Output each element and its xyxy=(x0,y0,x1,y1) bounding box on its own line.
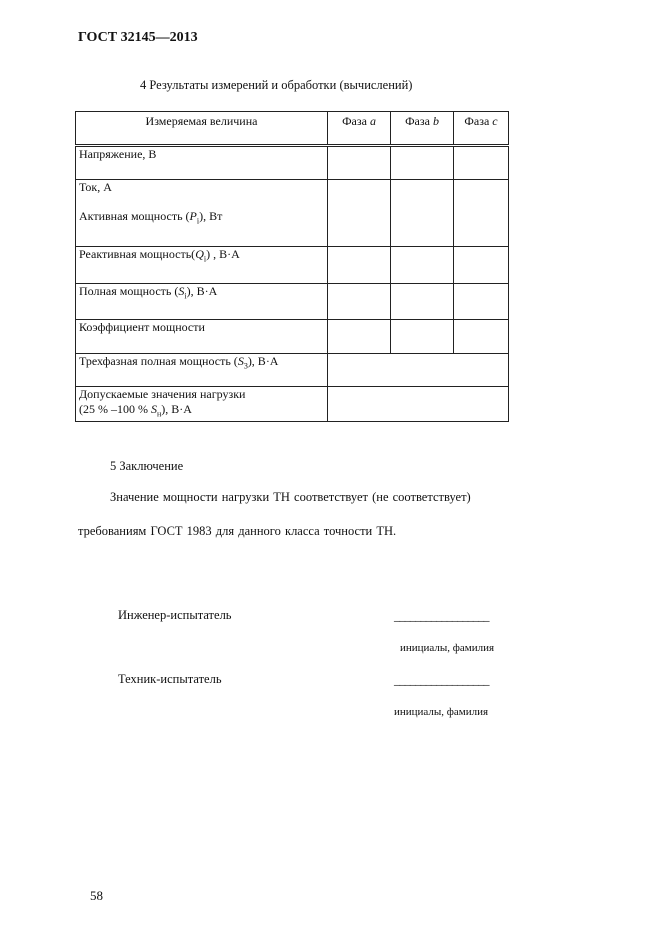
row-voltage-label: Напряжение, В xyxy=(76,146,328,180)
table-row xyxy=(76,320,509,354)
row-current-power-label xyxy=(76,180,328,247)
results-table xyxy=(75,111,509,422)
engineer-caption: инициалы, фамилия xyxy=(400,642,495,654)
row-load-range-line2: (25 % –100 % $S_н$), В·А xyxy=(79,402,192,419)
conclusion-line-2: требованиям ГОСТ 1983 для данного класса точности ТН. xyxy=(78,524,397,538)
row-current-label: Ток, А xyxy=(79,180,112,194)
cell-three-phase-value xyxy=(328,354,509,387)
cell-voltage-a xyxy=(328,146,391,180)
cell-pf-b xyxy=(391,320,454,354)
cell-reactive-a xyxy=(328,247,391,284)
technician-caption: инициалы, фамилия xyxy=(394,706,489,718)
row-reactive-label: Реактивная $мощность(Q_i)$ , В·А xyxy=(76,247,328,284)
standard-number: ГОСТ 32145—2013 xyxy=(78,30,198,45)
cell-reactive-b xyxy=(391,247,454,284)
row-active-power-label: Активная мощность $(P_i)$, Вт xyxy=(79,209,223,226)
header-phase-a: Фаза a xyxy=(328,112,391,146)
row-three-phase-label: Трехфазная полная мощность $(S_3)$, В·А xyxy=(76,354,328,387)
section-5-title: 5 Заключение xyxy=(110,459,184,473)
cell-pf-a xyxy=(328,320,391,354)
cell-pf-c xyxy=(454,320,509,354)
table-row xyxy=(76,180,509,247)
cell-apparent-a xyxy=(328,284,391,320)
cell-current-b xyxy=(391,180,454,247)
row-power-factor-label: Коэффициент мощности xyxy=(76,320,328,354)
engineer-signature-line: __________________ xyxy=(394,609,489,623)
table-row xyxy=(76,247,509,284)
row-apparent-label: Полная мощность $(S_i)$, В·А xyxy=(76,284,328,320)
header-phase-b: Фаза b xyxy=(391,112,454,146)
row-load-range-label xyxy=(76,387,328,422)
cell-apparent-b xyxy=(391,284,454,320)
row-load-range-line1: Допускаемые значения нагрузки xyxy=(79,387,246,401)
cell-apparent-c xyxy=(454,284,509,320)
page-number: 58 xyxy=(90,888,103,903)
cell-voltage-b xyxy=(391,146,454,180)
table-row xyxy=(76,146,509,180)
cell-voltage-c xyxy=(454,146,509,180)
technician-signature-line: __________________ xyxy=(394,673,489,687)
table-row xyxy=(76,284,509,320)
conclusion-line-1: Значение мощности нагрузки ТН соответствует (не соответствует) xyxy=(110,490,471,504)
engineer-role: Инженер-испытатель xyxy=(118,608,232,622)
section-4-title: 4 Результаты измерений и обработки (вычислений) xyxy=(140,78,413,92)
table-row xyxy=(76,387,509,422)
technician-role: Техник-испытатель xyxy=(118,672,222,686)
table-header-row xyxy=(76,112,509,146)
cell-current-a xyxy=(328,180,391,247)
cell-current-c xyxy=(454,180,509,247)
header-phase-c: Фаза c xyxy=(454,112,509,146)
cell-load-range-value xyxy=(328,387,509,422)
cell-reactive-c xyxy=(454,247,509,284)
header-quantity: Измеряемая величина xyxy=(76,112,328,146)
table-row xyxy=(76,354,509,387)
